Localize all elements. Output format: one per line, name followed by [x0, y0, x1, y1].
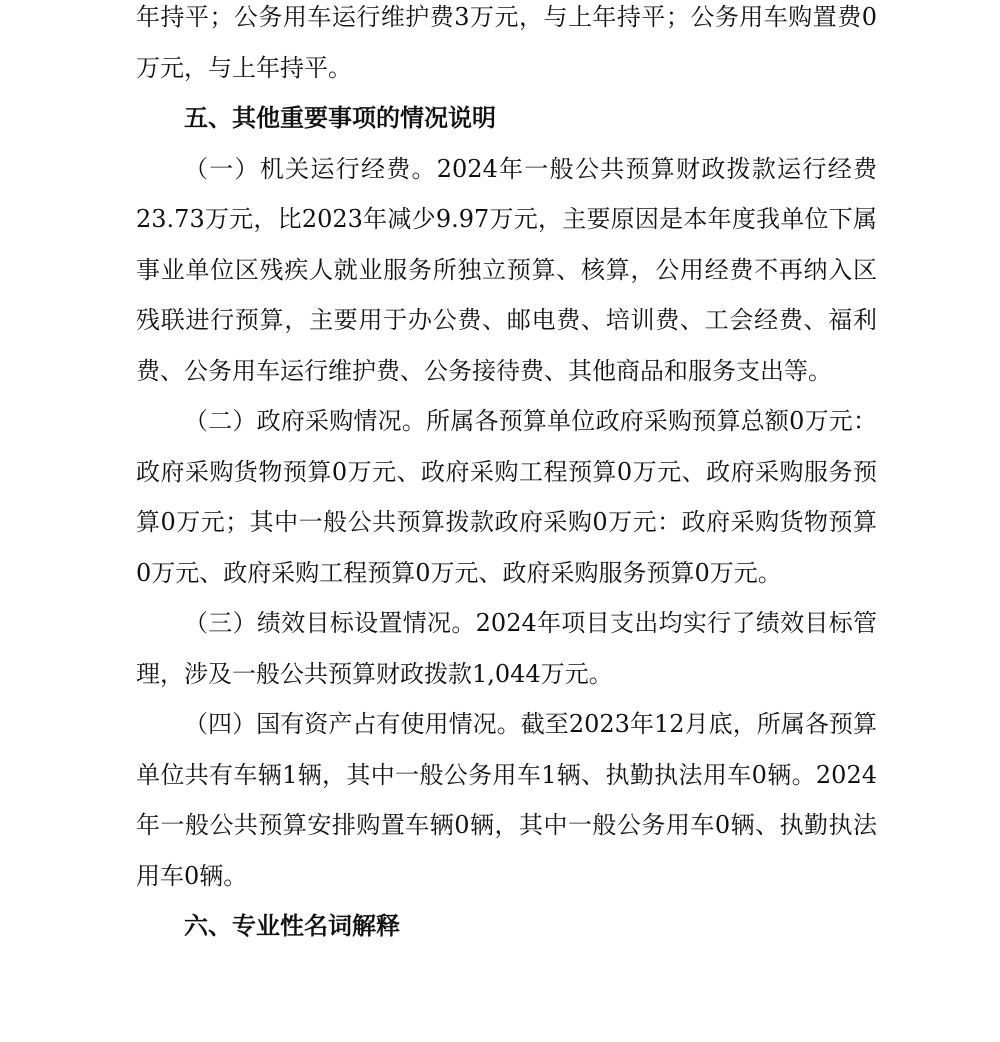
- paragraph-office-operating-expenses: （一）机关运行经费。2024年一般公共预算财政拨款运行经费23.73万元，比2023年减少9.97万元，主要原因是本年度我单位下属事业单位区残疾人就业服务所独立预算、核算，公用经费不再纳入区残联进行预算，主要用于办公费、邮电费、培训费、工会经费、福利费、公务用车运行维护费、公务接待费、其他商品和服务支出等。: [136, 154, 877, 385]
- section-heading-other-important-matters: 五、其他重要事项的情况说明: [184, 104, 496, 132]
- paragraph-government-procurement: （二）政府采购情况。所属各预算单位政府采购预算总额0万元：政府采购货物预算0万元、政府采购工程预算0万元、政府采购服务预算0万元；其中一般公共预算拨款政府采购0万元：政府采购货物预算0万元、政府采购工程预算0万元、政府采购服务预算0万元。: [136, 407, 877, 587]
- paragraph-performance-targets: （三）绩效目标设置情况。2024年项目支出均实行了绩效目标管理，涉及一般公共预算财政拨款1,044万元。: [136, 609, 877, 688]
- paragraph-state-owned-assets: （四）国有资产占有使用情况。截至2023年12月底，所属各预算单位共有车辆1辆，其中一般公务用车1辆、执勤执法用车0辆。2024年一般公共预算安排购置车辆0辆，其中一般公务用车0辆、执勤执法用车0辆。: [136, 710, 877, 890]
- paragraph-vehicle-costs-continued: 年持平；公务用车运行维护费3万元，与上年持平；公务用车购置费0万元，与上年持平。: [136, 3, 877, 82]
- document-body: [136, 0, 877, 952]
- section-heading-terminology: 六、专业性名词解释: [184, 912, 400, 940]
